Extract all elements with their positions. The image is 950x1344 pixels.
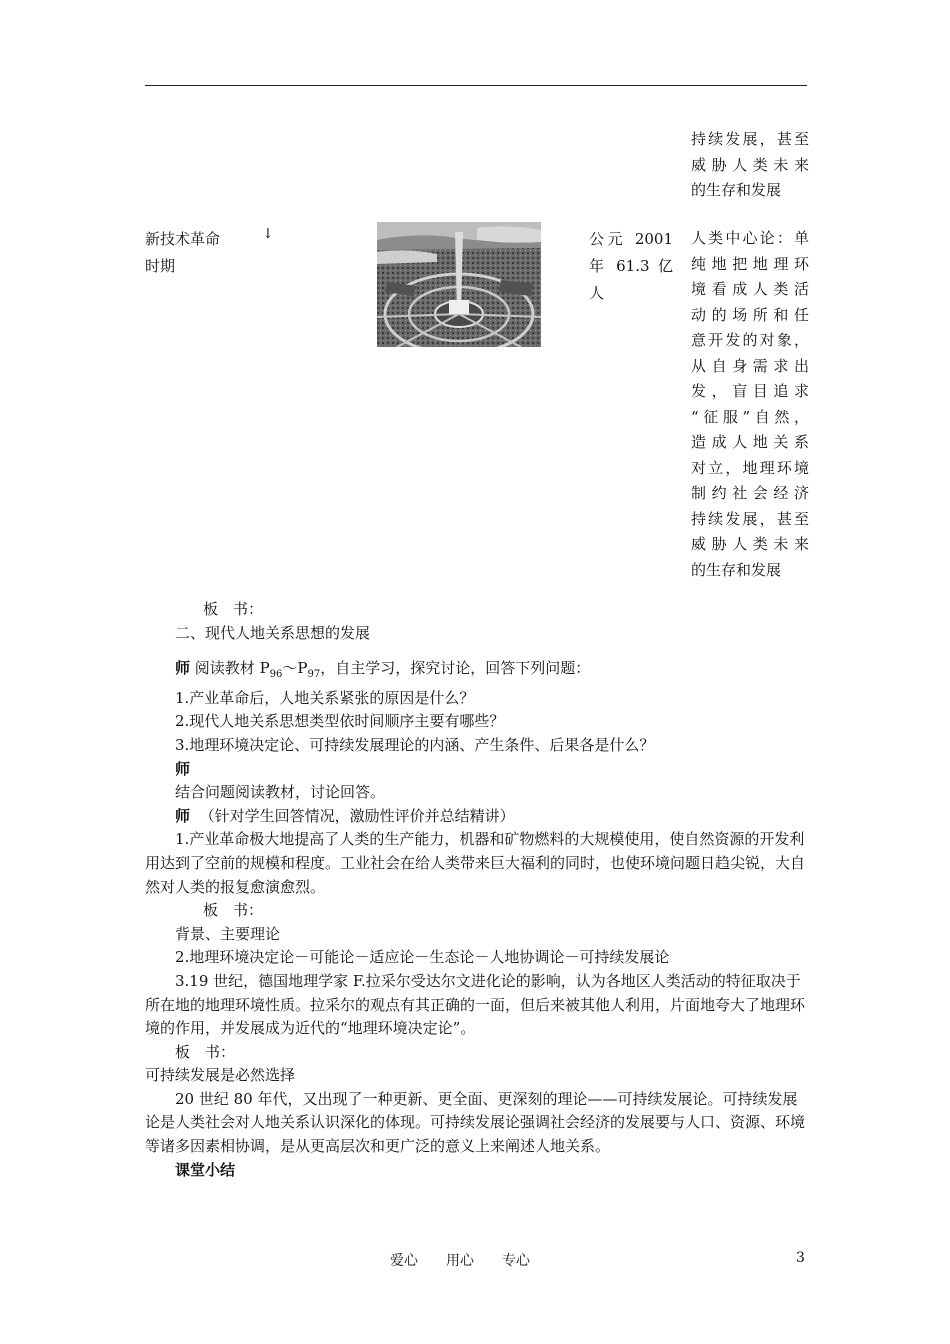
teacher-label: 师 [175,759,191,778]
down-arrow-icon: ↓ [262,226,274,242]
paragraph-sustainable: 20 世纪 80 年代，又出现了一种更新、更全面、更深刻的理论——可持续发展论。可持续发展论是人类社会对人地关系认识深化的体现。可持续发展论强调社会经济的发展要与人口、资源、环境等诸多因素相协调，是从更高层次和更广泛的意义上来阐述人地关系。 [145,1089,806,1156]
answer-1: 1.产业革命极大地提高了人类的生产能力，机器和矿物燃料的大规模使用，使自然资源的开发利用达到了空前的规模和程度。工业社会在给人类带来巨大福利的同时，也使环境问题日趋尖锐，大自然对人类的报复愈演愈烈。 [145,830,806,896]
table-population-cell: 公元 2001 年 61.3 亿 人 [589,230,673,302]
footer-motto: 爱心 用心 专心 [390,1253,530,1269]
answer-2: 2.地理环境决定论－可能论－适应论－生态论－人地协调论－可持续发展论 [175,948,670,967]
header-rule [145,85,807,86]
board-label: 板 书： [203,600,264,618]
lesson-body [145,598,807,1182]
board-content: 可持续发展是必然选择 [145,1066,296,1085]
question-3: 3.地理环境决定论、可持续发展理论的内涵、产生条件、后果各是什么？ [175,735,655,754]
board-label: 板 书： [175,1042,236,1061]
board-label: 板 书： [203,901,264,920]
teacher-instruction: 师 阅读教材 $P_{96}\sim P_{97}$，自主学习，探究讨论，回答下列问题： [175,659,591,681]
student-activity: 结合问题阅读教材，讨论回答。 [175,783,386,802]
answer-3: 3.19 世纪，德国地理学家 F.拉采尔受达尔文进化论的影响，认为各地区人类活动的特征取决于所在地的地理环境性质。拉采尔的观点有其正确的一面，但后来被其他人利用，片面地夸大了地理环境的作用，并发展成为近代的“地理环境决定论”。 [145,971,806,1038]
board-content: 背景、主要理论 [175,924,281,943]
city-photo [377,222,541,347]
question-2: 2.现代人地关系思想类型依时间顺序主要有哪些？ [175,712,505,731]
page-number: 3 [796,1250,805,1266]
table-view-continued: 持续发展，甚至 威胁人类未来 的生存和发展 [691,130,809,199]
summary-heading: 课堂小结 [175,1160,236,1179]
table-era-cell: 新技术革命 时期 [145,230,221,275]
table-view-cell: 人类中心论：单 纯地把地理环 境看成人类活 动的场所和任 意开发的对象， 从自身需求出 发，盲目追求 “征服”自然， 造成人地关系 对立，地理环境 制约社会经济 持续发展，甚至 威胁人类未来 的生存和发展 [691,229,809,579]
question-1: 1.产业革命后，人地关系紧张的原因是什么？ [175,688,475,707]
teacher-summary: 师 （针对学生回答情况，激励性评价并总结精讲） [175,806,515,825]
section-heading: 二、现代人地关系思想的发展 [175,623,371,642]
